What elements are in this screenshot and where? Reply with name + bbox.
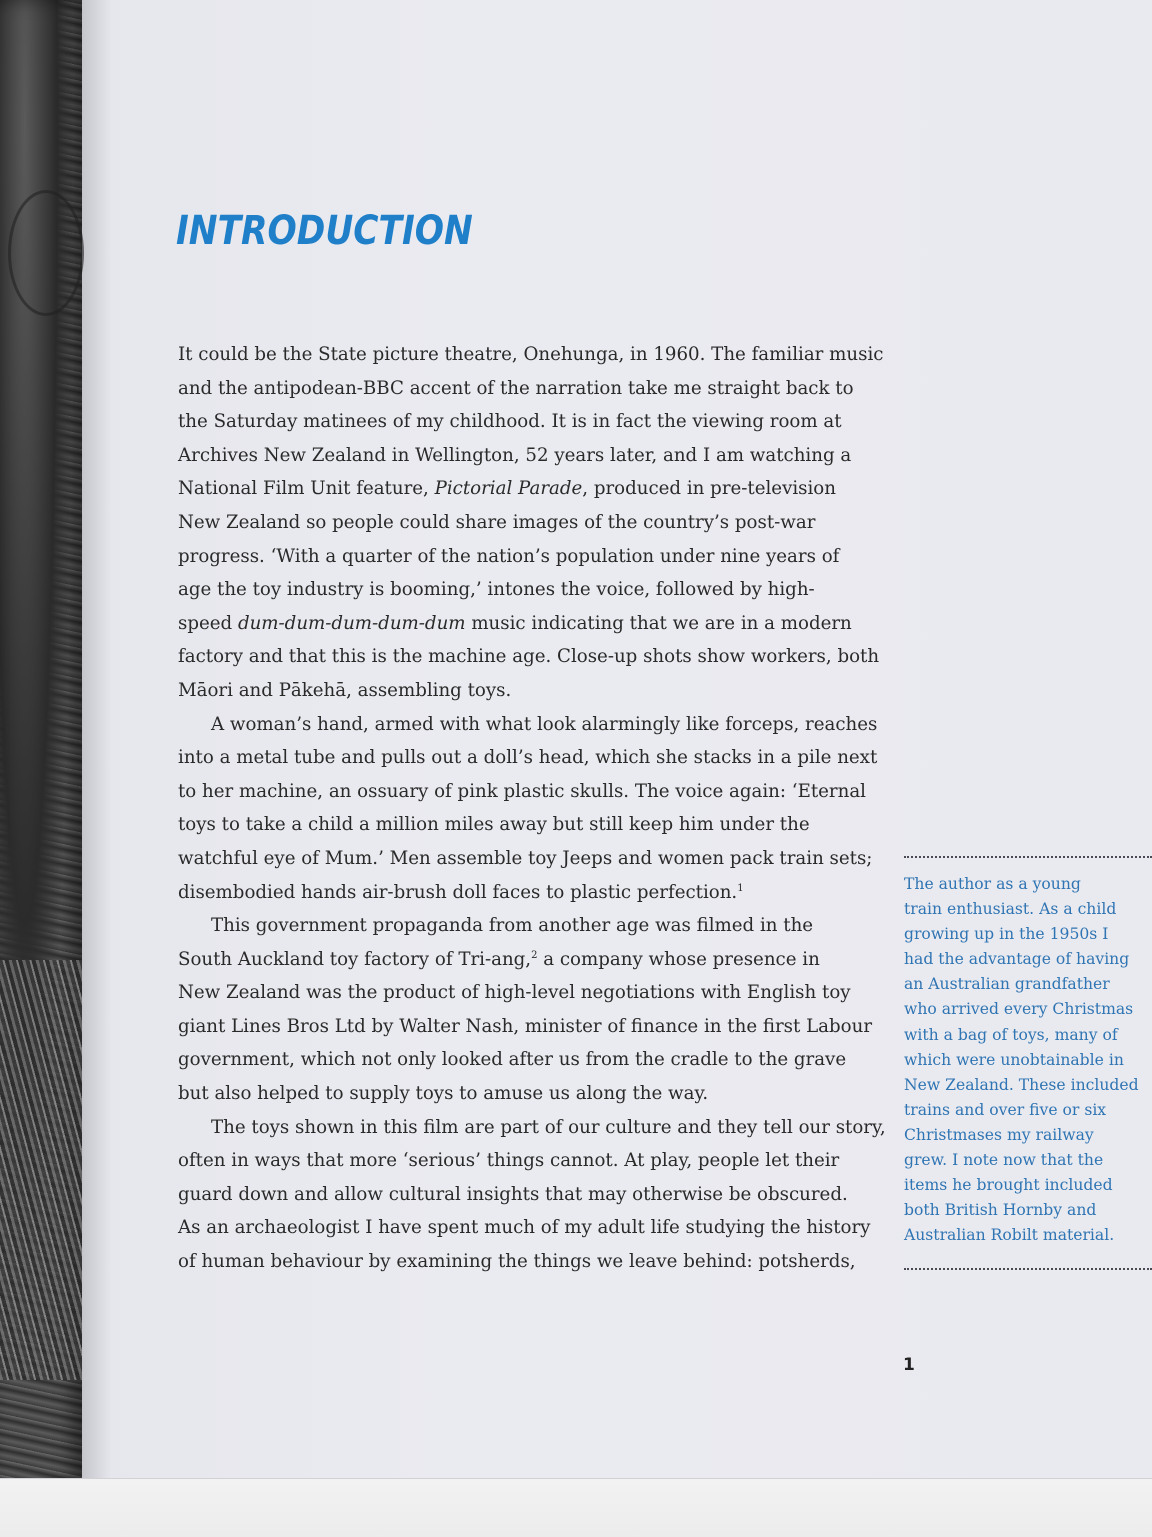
text-run: , produced in pre-television	[582, 478, 836, 500]
footnote-ref: 1	[737, 882, 744, 894]
text-run: and the antipodean-BBC accent of the narration take me straight back to	[178, 377, 854, 399]
body-line	[178, 943, 888, 977]
caption-line: an Australian grandfather	[904, 975, 1110, 994]
body-line	[178, 1178, 888, 1212]
text-run: This government propaganda from another age was filmed in the	[211, 915, 814, 937]
caption-line: Christmases my railway	[904, 1125, 1094, 1144]
text-run: Archives New Zealand in Wellington, 52 years later, and I am watching a	[178, 444, 852, 466]
text-run: giant Lines Bros Ltd by Walter Nash, minister of finance in the first Labour	[178, 1015, 873, 1037]
text-run: often in ways that more ‘serious’ things cannot. At play, people let their	[178, 1150, 840, 1172]
body-line	[178, 876, 888, 910]
caption-line: Australian Robilt material.	[904, 1226, 1115, 1245]
body-line	[178, 540, 888, 574]
body-line	[178, 506, 888, 540]
body-line	[178, 573, 888, 607]
text-run: of human behaviour by examining the things we leave behind: potsherds,	[178, 1251, 856, 1273]
text-run: South Auckland toy factory of Tri-ang,	[178, 948, 532, 970]
caption-line: items he brought included	[904, 1176, 1113, 1195]
body-line	[178, 775, 888, 809]
text-run: National Film Unit feature,	[178, 478, 435, 500]
body-line	[178, 1245, 888, 1279]
caption-top-rule	[904, 856, 1152, 858]
caption-line: grew. I note now that the	[904, 1151, 1104, 1170]
text-run: The toys shown in this film are part of our culture and they tell our story,	[211, 1116, 886, 1138]
text-run: As an archaeologist I have spent much of my adult life studying the history	[178, 1217, 871, 1239]
text-run: guard down and allow cultural insights that may otherwise be obscured.	[178, 1183, 848, 1205]
text-run: age the toy industry is booming,’ intones the voice, followed by high-	[178, 579, 815, 601]
caption-line: growing up in the 1950s I	[904, 925, 1109, 944]
text-run: to her machine, an ossuary of pink plastic skulls. The voice again: ‘Eternal	[178, 780, 866, 802]
text-run: but also helped to supply toys to amuse us along the way.	[178, 1083, 709, 1105]
body-line	[178, 640, 888, 674]
text-run: Māori and Pākehā, assembling toys.	[178, 679, 512, 701]
photo-caption	[904, 872, 1152, 1248]
body-line	[178, 808, 888, 842]
caption-line: which were unobtainable in	[904, 1050, 1124, 1069]
body-line	[178, 1077, 888, 1111]
caption-line: with a bag of toys, many of	[904, 1025, 1118, 1044]
body-line	[178, 1144, 888, 1178]
text-run: A woman’s hand, armed with what look alarmingly like forceps, reaches	[211, 713, 878, 735]
page-bottom-edge	[0, 1478, 1152, 1537]
caption-line: trains and over five or six	[904, 1100, 1107, 1119]
text-run: speed	[178, 612, 238, 634]
footnote-ref: 2	[531, 949, 538, 961]
caption-line: The author as a young	[904, 875, 1081, 893]
text-run: a company whose presence in	[537, 948, 820, 970]
text-run: New Zealand so people could share images of the country’s post-war	[178, 511, 816, 533]
body-line	[178, 1111, 888, 1145]
body-line	[178, 1043, 888, 1077]
text-run: New Zealand was the product of high-level negotiations with English toy	[178, 982, 851, 1004]
body-line	[178, 338, 888, 372]
caption-line: had the advantage of having	[904, 950, 1130, 969]
body-line	[178, 1010, 888, 1044]
body-line	[178, 372, 888, 406]
text-run: government, which not only looked after us from the cradle to the grave	[178, 1049, 847, 1071]
italic-text: dum-dum-dum-dum-dum	[237, 612, 466, 634]
page-number: 1	[903, 1355, 915, 1375]
body-line	[178, 708, 888, 742]
body-line	[178, 976, 888, 1010]
caption-line: both British Hornby and	[904, 1201, 1097, 1220]
text-run: It could be the State picture theatre, Onehunga, in 1960. The familiar music	[178, 344, 884, 365]
body-line	[178, 405, 888, 439]
body-line	[178, 607, 888, 641]
chapter-heading: INTRODUCTION	[176, 208, 473, 254]
text-run: toys to take a child a million miles away but still keep him under the	[178, 814, 810, 836]
text-run: factory and that this is the machine age. Close-up shots show workers, both	[178, 646, 880, 668]
caption-line: New Zealand. These included	[904, 1075, 1139, 1094]
body-line	[178, 1211, 888, 1245]
facing-page-photo	[0, 0, 82, 1536]
body-text	[178, 338, 888, 1279]
body-line	[178, 741, 888, 775]
body-line	[178, 472, 888, 506]
body-line	[178, 842, 888, 876]
spine-shadow	[82, 0, 112, 1478]
text-run: watchful eye of Mum.’ Men assemble toy Jeeps and women pack train sets;	[178, 847, 873, 869]
body-line	[178, 439, 888, 473]
caption-bottom-rule	[904, 1268, 1152, 1270]
text-run: progress. ‘With a quarter of the nation’s population under nine years of	[178, 545, 840, 567]
text-run: the Saturday matinees of my childhood. It is in fact the viewing room at	[178, 411, 842, 433]
caption-line: train enthusiast. As a child	[904, 900, 1117, 919]
body-line	[178, 674, 888, 708]
text-run: into a metal tube and pulls out a doll’s head, which she stacks in a pile next	[178, 747, 878, 769]
caption-line: who arrived every Christmas	[904, 1000, 1134, 1019]
text-run: disembodied hands air-brush doll faces to plastic perfection.	[178, 881, 738, 903]
body-line	[178, 909, 888, 943]
italic-text: Pictorial Parade	[434, 478, 583, 500]
text-run: music indicating that we are in a modern	[465, 612, 852, 634]
